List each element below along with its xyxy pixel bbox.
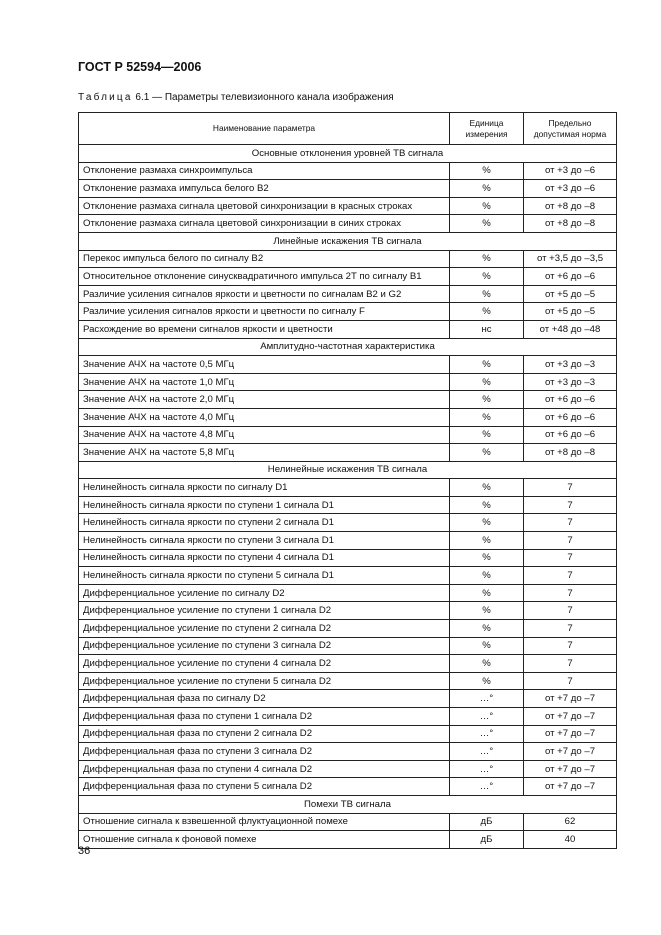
table-row (79, 760, 617, 778)
table-row (79, 813, 617, 831)
parameter-name-cell: Дифференциальное усиление по ступени 1 сигнала D2 (79, 602, 450, 620)
norm-cell: 40 (524, 831, 617, 849)
table-row (79, 672, 617, 690)
document-id: ГОСТ Р 52594—2006 (78, 60, 202, 74)
norm-cell: от +7 до –7 (524, 708, 617, 726)
parameter-name-cell: Дифференциальная фаза по ступени 3 сигнала D2 (79, 743, 450, 761)
unit-cell: % (450, 426, 524, 444)
parameter-name-cell: Дифференциальное усиление по ступени 5 сигнала D2 (79, 672, 450, 690)
table-row (79, 690, 617, 708)
parameter-name-cell: Относительное отклонение синусквадратичного импульса 2T по сигналу В1 (79, 268, 450, 286)
table-row (79, 180, 617, 198)
norm-cell: 7 (524, 549, 617, 567)
norm-cell: от +48 до –48 (524, 320, 617, 338)
section-row (79, 795, 617, 813)
parameter-name-cell: Дифференциальное усиление по сигналу D2 (79, 584, 450, 602)
parameter-name-cell: Нелинейность сигнала яркости по ступени 5 сигнала D1 (79, 567, 450, 585)
unit-cell: % (450, 479, 524, 497)
table-row (79, 567, 617, 585)
table-row (79, 426, 617, 444)
parameter-name-cell: Значение АЧХ на частоте 2,0 МГц (79, 391, 450, 409)
section-row (79, 145, 617, 163)
section-title: Помехи ТВ сигнала (79, 795, 617, 813)
norm-cell: 7 (524, 567, 617, 585)
table-row (79, 602, 617, 620)
parameter-name-cell: Нелинейность сигнала яркости по ступени 1 сигнала D1 (79, 496, 450, 514)
norm-cell: от +3 до –6 (524, 162, 617, 180)
norm-cell: от +3,5 до –3,5 (524, 250, 617, 268)
unit-cell: % (450, 197, 524, 215)
norm-cell: от +8 до –8 (524, 197, 617, 215)
unit-cell: % (450, 303, 524, 321)
norm-cell: 62 (524, 813, 617, 831)
parameter-name-cell: Дифференциальное усиление по ступени 2 сигнала D2 (79, 620, 450, 638)
section-row (79, 232, 617, 250)
unit-cell: % (450, 549, 524, 567)
unit-cell: % (450, 637, 524, 655)
parameter-name-cell: Значение АЧХ на частоте 1,0 МГц (79, 373, 450, 391)
unit-cell: % (450, 285, 524, 303)
table-row (79, 620, 617, 638)
unit-cell: % (450, 532, 524, 550)
unit-cell: % (450, 567, 524, 585)
unit-cell: % (450, 514, 524, 532)
parameter-name-cell: Нелинейность сигнала яркости по ступени 2 сигнала D1 (79, 514, 450, 532)
table-row (79, 391, 617, 409)
table-row (79, 778, 617, 796)
norm-cell: 7 (524, 479, 617, 497)
norm-cell: от +3 до –6 (524, 180, 617, 198)
unit-cell: % (450, 672, 524, 690)
parameter-name-cell: Значение АЧХ на частоте 4,8 МГц (79, 426, 450, 444)
table-row (79, 532, 617, 550)
unit-cell: нс (450, 320, 524, 338)
parameter-name-cell: Расхождение во времени сигналов яркости и цветности (79, 320, 450, 338)
norm-cell: от +6 до –6 (524, 391, 617, 409)
unit-cell: % (450, 373, 524, 391)
parameter-name-cell: Дифференциальная фаза по ступени 1 сигнала D2 (79, 708, 450, 726)
parameter-name-cell: Перекос импульса белого по сигналу В2 (79, 250, 450, 268)
norm-cell: 7 (524, 514, 617, 532)
unit-cell: % (450, 444, 524, 462)
parameter-name-cell: Дифференциальное усиление по ступени 4 сигнала D2 (79, 655, 450, 673)
parameters-table (78, 112, 617, 849)
norm-cell: 7 (524, 496, 617, 514)
norm-cell: от +7 до –7 (524, 725, 617, 743)
table-header-row (79, 113, 617, 145)
table-row (79, 743, 617, 761)
unit-cell: % (450, 620, 524, 638)
norm-cell: 7 (524, 655, 617, 673)
table-row (79, 444, 617, 462)
unit-cell: % (450, 356, 524, 374)
section-row (79, 461, 617, 479)
column-header-name: Наименование параметра (79, 113, 450, 145)
table-row (79, 303, 617, 321)
table-row (79, 250, 617, 268)
norm-cell: 7 (524, 620, 617, 638)
norm-cell: от +7 до –7 (524, 690, 617, 708)
unit-cell: дБ (450, 831, 524, 849)
parameter-name-cell: Отклонение размаха синхроимпульса (79, 162, 450, 180)
norm-cell: от +6 до –6 (524, 408, 617, 426)
norm-cell: 7 (524, 672, 617, 690)
table-row (79, 408, 617, 426)
table-row (79, 584, 617, 602)
parameter-name-cell: Отклонение размаха сигнала цветовой синхронизации в красных строках (79, 197, 450, 215)
caption-prefix: Таблица (78, 92, 133, 103)
unit-cell: % (450, 496, 524, 514)
norm-cell: от +7 до –7 (524, 743, 617, 761)
table-body (79, 145, 617, 849)
section-title: Нелинейные искажения ТВ сигнала (79, 461, 617, 479)
column-header-norm: Предельно допустимая норма (524, 113, 617, 145)
unit-cell: % (450, 215, 524, 233)
section-title: Линейные искажения ТВ сигнала (79, 232, 617, 250)
parameter-name-cell: Отклонение размаха импульса белого В2 (79, 180, 450, 198)
norm-cell: от +7 до –7 (524, 760, 617, 778)
unit-cell: …° (450, 778, 524, 796)
unit-cell: % (450, 655, 524, 673)
parameter-name-cell: Значение АЧХ на частоте 5,8 МГц (79, 444, 450, 462)
norm-cell: от +6 до –6 (524, 426, 617, 444)
page-number: 36 (78, 845, 91, 857)
unit-cell: % (450, 162, 524, 180)
norm-cell: от +6 до –6 (524, 268, 617, 286)
table-row (79, 655, 617, 673)
norm-cell: от +3 до –3 (524, 356, 617, 374)
table-caption (78, 92, 394, 103)
table-row (79, 479, 617, 497)
norm-cell: от +8 до –8 (524, 444, 617, 462)
parameter-name-cell: Дифференциальная фаза по сигналу D2 (79, 690, 450, 708)
table-row (79, 549, 617, 567)
parameter-name-cell: Дифференциальное усиление по ступени 3 сигнала D2 (79, 637, 450, 655)
table-row (79, 320, 617, 338)
parameter-name-cell: Дифференциальная фаза по ступени 4 сигнала D2 (79, 760, 450, 778)
table-row (79, 708, 617, 726)
parameter-name-cell: Нелинейность сигнала яркости по ступени 3 сигнала D1 (79, 532, 450, 550)
unit-cell: …° (450, 743, 524, 761)
table-row (79, 356, 617, 374)
parameter-name-cell: Дифференциальная фаза по ступени 5 сигнала D2 (79, 778, 450, 796)
norm-cell: 7 (524, 584, 617, 602)
table-row (79, 373, 617, 391)
norm-cell: от +5 до –5 (524, 285, 617, 303)
table-row (79, 215, 617, 233)
norm-cell: от +7 до –7 (524, 778, 617, 796)
parameter-name-cell: Дифференциальная фаза по ступени 2 сигнала D2 (79, 725, 450, 743)
unit-cell: …° (450, 725, 524, 743)
unit-cell: % (450, 602, 524, 620)
table-row (79, 268, 617, 286)
norm-cell: 7 (524, 532, 617, 550)
unit-cell: …° (450, 690, 524, 708)
norm-cell: от +5 до –5 (524, 303, 617, 321)
parameter-name-cell: Отношение сигнала к взвешенной флуктуационной помехе (79, 813, 450, 831)
parameter-name-cell: Значение АЧХ на частоте 0,5 МГц (79, 356, 450, 374)
parameter-name-cell: Различие усиления сигналов яркости и цветности по сигналу F (79, 303, 450, 321)
norm-cell: от +8 до –8 (524, 215, 617, 233)
table-row (79, 725, 617, 743)
parameter-name-cell: Нелинейность сигнала яркости по сигналу D1 (79, 479, 450, 497)
table-row (79, 496, 617, 514)
caption-text: 6.1 — Параметры телевизионного канала изображения (135, 92, 394, 103)
norm-cell: от +3 до –3 (524, 373, 617, 391)
table-row (79, 285, 617, 303)
parameter-name-cell: Нелинейность сигнала яркости по ступени 4 сигнала D1 (79, 549, 450, 567)
table-row (79, 831, 617, 849)
column-header-unit: Единица измерения (450, 113, 524, 145)
section-title: Амплитудно-частотная характеристика (79, 338, 617, 356)
unit-cell: % (450, 584, 524, 602)
norm-cell: 7 (524, 602, 617, 620)
section-title: Основные отклонения уровней ТВ сигнала (79, 145, 617, 163)
unit-cell: % (450, 408, 524, 426)
table-row (79, 162, 617, 180)
unit-cell: дБ (450, 813, 524, 831)
unit-cell: % (450, 250, 524, 268)
unit-cell: % (450, 391, 524, 409)
unit-cell: …° (450, 760, 524, 778)
parameter-name-cell: Различие усиления сигналов яркости и цветности по сигналам В2 и G2 (79, 285, 450, 303)
norm-cell: 7 (524, 637, 617, 655)
unit-cell: …° (450, 708, 524, 726)
unit-cell: % (450, 268, 524, 286)
parameter-name-cell: Отклонение размаха сигнала цветовой синхронизации в синих строках (79, 215, 450, 233)
parameter-name-cell: Значение АЧХ на частоте 4,0 МГц (79, 408, 450, 426)
section-row (79, 338, 617, 356)
table-row (79, 197, 617, 215)
parameter-name-cell: Отношение сигнала к фоновой помехе (79, 831, 450, 849)
table-row (79, 637, 617, 655)
unit-cell: % (450, 180, 524, 198)
table-row (79, 514, 617, 532)
